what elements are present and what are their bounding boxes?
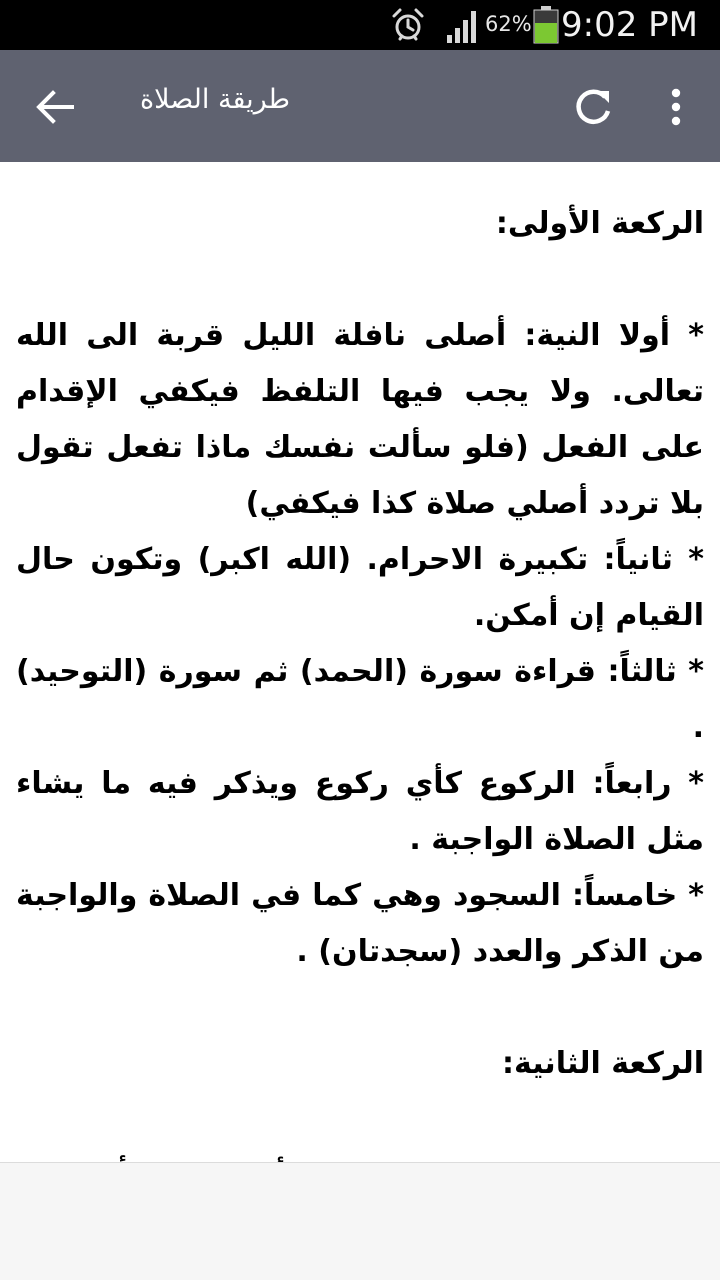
battery-percent: 62% [485, 12, 532, 36]
status-bar [0, 0, 720, 50]
paragraph-recitation: * ثالثاً: قراءة سورة (الحمد) ثم سورة (التوحيد) . [16, 654, 704, 745]
rakah-1-heading: الركعة الأولى: [495, 206, 704, 241]
more-vert-icon[interactable] [652, 80, 700, 134]
article-body [0, 162, 720, 1260]
paragraph-sujud: * خامساً: السجود وهي كما في الصلاة والواجبة من الذكر والعدد (سجدتان) . [16, 878, 704, 969]
page-title: طريقة الصلاة [140, 84, 291, 115]
refresh-icon[interactable] [566, 80, 620, 134]
app-toolbar [0, 50, 720, 162]
alarm-icon [390, 7, 426, 43]
spacer [16, 252, 704, 308]
spacer [16, 980, 704, 1036]
back-arrow-icon[interactable] [28, 80, 82, 134]
paragraph-intention: * أولا النية: أصلى نافلة الليل قربة الى الله تعالى. ولا يجب فيها التلفظ فيكفي الإقدام على الفعل (فلو سألت نفسك ماذا تفعل تقول بلا تردد أصلي صلاة كذا فيكفي) [16, 318, 704, 521]
article-scroll-view[interactable] [0, 162, 720, 1162]
paragraph-takbir: * ثانياً: تكبيرة الاحرام. (الله اكبر) وتكون حال القيام إن أمكن. [16, 542, 704, 633]
spacer [16, 1092, 704, 1148]
clock: 9:02 PM [561, 5, 698, 45]
bottom-ad-area [0, 1162, 720, 1280]
paragraph-ruku: * رابعاً: الركوع كأي ركوع ويذكر فيه ما يشاء مثل الصلاة الواجبة . [16, 766, 704, 857]
signal-icon [445, 9, 481, 43]
battery-icon [533, 6, 559, 44]
rakah-2-heading: الركعة الثانية: [502, 1046, 704, 1081]
